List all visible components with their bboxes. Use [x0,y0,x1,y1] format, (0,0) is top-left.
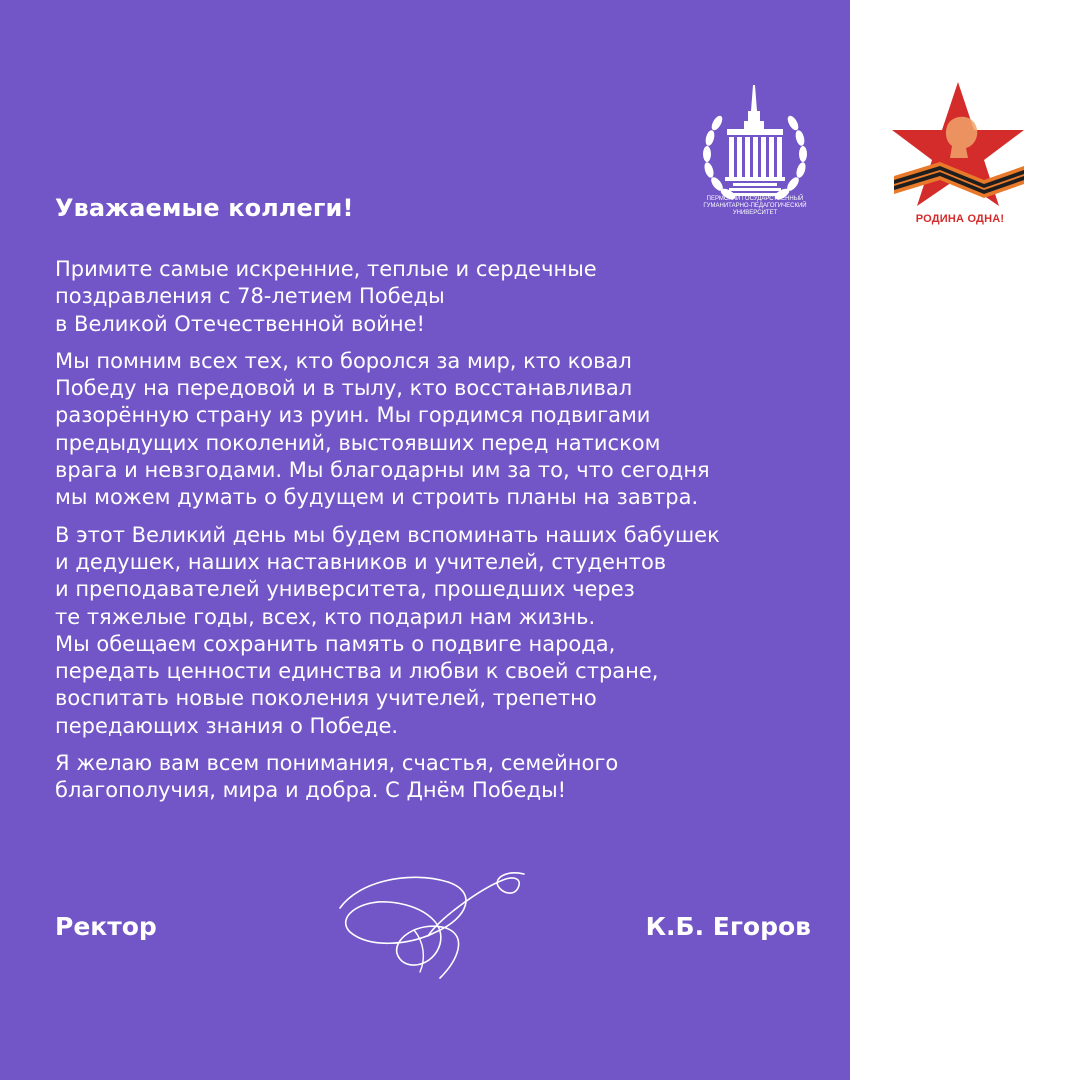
victory-slogan: РОДИНА ОДНА! [915,213,1005,225]
text-line: воспитать новые поколения учителей, трепетно [55,686,597,711]
paragraph-promise [55,522,825,740]
text-line: разорённую страну из руин. Мы гордимся подвигами [55,403,651,428]
letter-body [55,256,825,815]
university-name-line: ПЕРМСКИЙ ГОСУДАРСТВЕННЫЙ [706,196,804,202]
text-line: поздравления с 78-летием Победы [55,284,445,309]
text-line: передающих знания о Победе. [55,713,399,738]
text-line: Мы помним всех тех, кто боролся за мир, кто ковал [55,348,632,373]
text-line: мы можем думать о будущем и строить планы на завтра. [55,485,699,510]
text-line: те тяжелые годы, всех, кто подарил нам жизнь. [55,604,596,629]
paragraph-wishes [55,750,825,805]
text-line: Победу на передовой и в тылу, кто восстанавливал [55,376,633,401]
text-line: и дедушек, наших наставников и учителей, студентов [55,549,667,574]
paragraph-congratulations [55,256,825,338]
text-line: и преподавателей университета, прошедших через [55,577,635,602]
university-name-line: УНИВЕРСИТЕТ [732,210,778,216]
handwritten-signature-icon [328,860,533,985]
text-line: предыдущих поколений, выстоявших перед натиском [55,430,661,455]
university-name [680,196,830,217]
text-line: Я желаю вам всем понимания, счастья, семейного [55,751,619,776]
paragraph-remembrance [55,348,825,512]
signature-title: Ректор [55,912,157,941]
text-line: В этот Великий день мы будем вспоминать наших бабушек [55,522,720,547]
text-line: Мы обещаем сохранить память о подвиге народа, [55,631,616,656]
text-line: благополучия, мира и добра. С Днём Победы! [55,778,567,803]
red-star-st-george-ribbon-icon [888,80,1028,208]
signature-name: К.Б. Егоров [645,912,811,941]
text-line: передать ценности единства и любви к своей стране, [55,659,659,684]
greeting-heading: Уважаемые коллеги! [55,194,354,222]
university-name-line: ГУМАНИТАРНО-ПЕДАГОГИЧЕСКИЙ [703,203,807,209]
text-line: Примите самые искренние, теплые и сердечные [55,257,597,281]
text-line: в Великой Отечественной войне! [55,311,425,336]
text-line: врага и невзгодами. Мы благодарны им за то, что сегодня [55,458,710,483]
